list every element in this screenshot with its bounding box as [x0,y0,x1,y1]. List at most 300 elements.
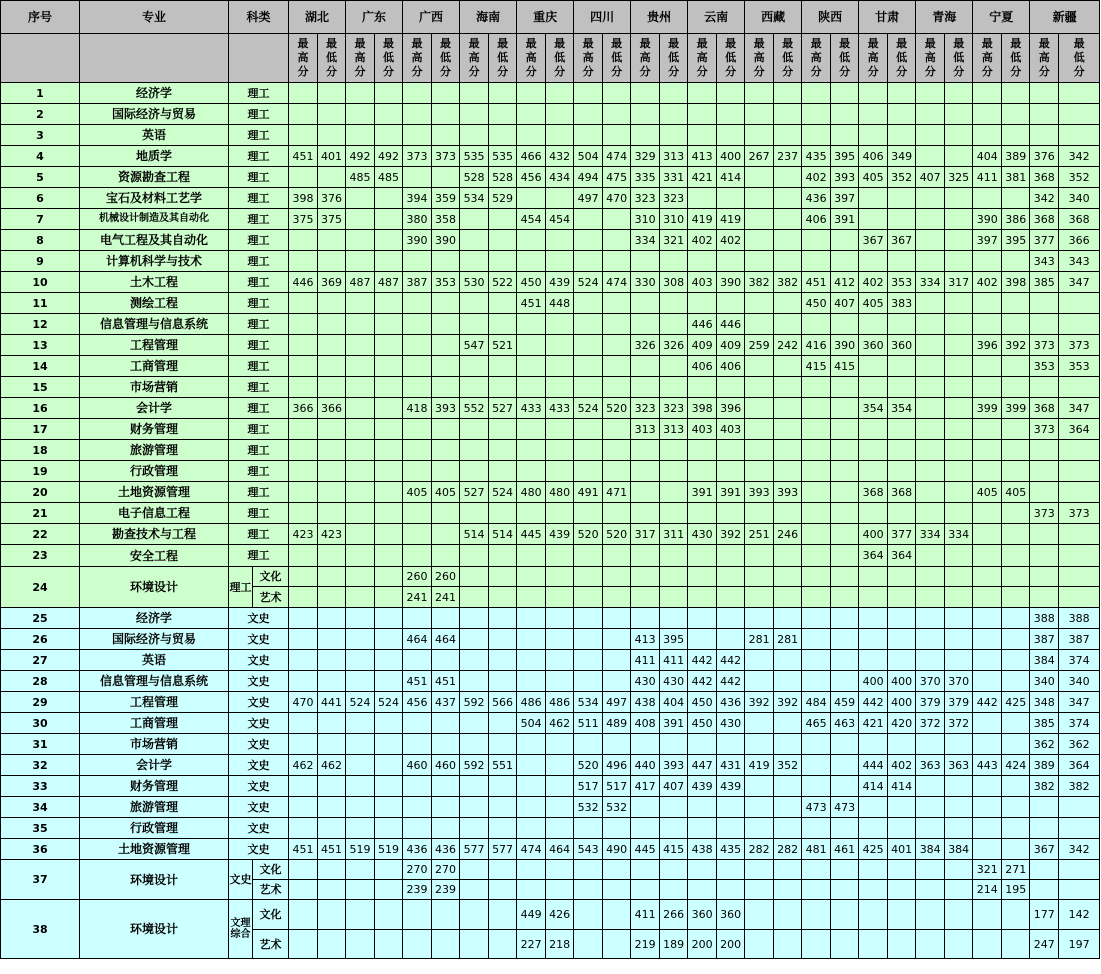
max-score-cell: 466 [517,146,546,167]
min-score-cell [660,567,688,587]
max-score-cell: 446 [688,314,717,335]
min-score-cell: 432 [546,146,574,167]
min-score-cell [603,377,631,398]
min-score-cell [888,83,916,104]
min-score-cell [603,419,631,440]
max-score-cell [517,671,546,692]
max-score-cell [859,818,888,839]
min-score-cell [318,83,346,104]
max-score-cell [517,650,546,671]
min-score-cell [375,125,403,146]
min-score-cell [1002,461,1030,482]
max-score-cell [688,608,717,629]
max-score-cell [1030,104,1059,125]
max-score-cell [289,167,318,188]
max-score-cell [973,608,1002,629]
min-score-cell: 407 [660,776,688,797]
min-score-cell [660,83,688,104]
max-score-cell: 450 [688,713,717,734]
max-score-cell [403,900,432,930]
min-score-cell [831,776,859,797]
max-score-cell [346,900,375,930]
max-score-cell: 334 [631,230,660,251]
max-score-cell [460,713,489,734]
max-score-cell [973,629,1002,650]
min-score-cell [546,567,574,587]
min-score-cell [945,587,973,608]
max-score-cell [916,567,945,587]
max-score-cell [745,860,774,880]
min-score-cell [375,734,403,755]
max-score-cell [460,650,489,671]
max-score-cell: 380 [403,209,432,230]
min-score-cell: 381 [1002,167,1030,188]
min-score-cell [432,440,460,461]
min-score-cell [945,335,973,356]
max-score-cell [859,650,888,671]
max-score-cell [916,900,945,930]
seq-cell: 29 [1,692,80,713]
min-score-header: 最 低 分 [1002,34,1030,83]
max-score-cell [403,545,432,567]
category-cell: 理工 [229,188,289,209]
min-score-cell [1002,818,1030,839]
min-score-cell [375,671,403,692]
max-score-cell [460,419,489,440]
table-row [1,567,1100,587]
max-score-cell [574,230,603,251]
min-score-header: 最 低 分 [489,34,517,83]
major-cell: 经济学 [80,83,229,104]
major-cell: 市场营销 [80,377,229,398]
min-score-cell: 399 [1002,398,1030,419]
max-score-cell [631,356,660,377]
min-score-cell: 389 [1002,146,1030,167]
category-cell: 理工 [229,440,289,461]
min-score-header: 最 低 分 [945,34,973,83]
max-score-cell [973,776,1002,797]
max-score-cell [460,567,489,587]
min-score-cell [945,377,973,398]
max-score-cell: 527 [460,482,489,503]
max-score-cell: 377 [1030,230,1059,251]
major-cell: 会计学 [80,755,229,776]
max-score-cell [802,503,831,524]
min-score-cell: 313 [660,146,688,167]
min-score-cell [888,900,916,930]
min-score-cell [318,734,346,755]
max-score-cell: 406 [688,356,717,377]
min-score-cell [945,293,973,314]
max-score-cell: 511 [574,713,603,734]
min-score-cell [375,900,403,930]
min-score-cell [717,440,745,461]
major-cell: 计算机科学与技术 [80,251,229,272]
min-score-cell [774,930,802,959]
max-score-cell [745,671,774,692]
max-score-cell [346,880,375,900]
min-score-cell [432,776,460,797]
max-score-cell [916,880,945,900]
max-score-cell [346,608,375,629]
table-row [1,629,1100,650]
min-score-cell: 197 [1059,930,1100,959]
min-score-cell [432,167,460,188]
max-score-cell [631,567,660,587]
max-score-cell: 485 [346,167,375,188]
category-cell: 理工 [229,251,289,272]
min-score-cell [774,776,802,797]
max-score-cell [346,755,375,776]
max-score-cell: 239 [403,880,432,900]
min-score-cell [945,776,973,797]
min-score-cell: 353 [432,272,460,293]
max-score-cell: 387 [403,272,432,293]
max-score-cell [802,880,831,900]
max-score-cell [460,860,489,880]
max-score-cell [916,293,945,314]
min-score-cell [318,440,346,461]
max-score-cell [346,188,375,209]
max-score-cell [802,104,831,125]
min-score-header: 最 低 分 [888,34,916,83]
category-cell: 文史 [229,734,289,755]
province-header: 甘肃 [859,1,916,34]
max-score-cell [916,83,945,104]
min-score-cell [831,629,859,650]
max-score-header: 最 高 分 [859,34,888,83]
max-score-cell [289,314,318,335]
max-score-cell [346,461,375,482]
table-row [1,146,1100,167]
max-score-cell [859,608,888,629]
max-score-cell: 552 [460,398,489,419]
max-score-cell [631,880,660,900]
max-score-cell: 260 [403,567,432,587]
max-score-cell [745,377,774,398]
min-score-cell [432,503,460,524]
min-score-cell [774,440,802,461]
max-score-cell: 444 [859,755,888,776]
max-score-cell [745,167,774,188]
min-score-cell [717,125,745,146]
max-score-cell [859,83,888,104]
max-score-cell: 313 [631,419,660,440]
min-score-cell: 352 [774,755,802,776]
max-score-cell [916,608,945,629]
min-score-cell [774,188,802,209]
max-score-cell [574,461,603,482]
max-score-cell [916,440,945,461]
max-score-cell [802,83,831,104]
seq-cell: 35 [1,818,80,839]
seq-cell: 38 [1,900,80,959]
max-score-cell [688,797,717,818]
max-score-cell [460,440,489,461]
min-score-cell [489,314,517,335]
min-score-cell [489,104,517,125]
category-cell: 理工 [229,461,289,482]
min-score-cell [375,776,403,797]
max-score-cell [802,671,831,692]
max-score-cell [403,125,432,146]
max-score-cell [574,650,603,671]
max-score-cell [403,314,432,335]
max-score-cell [403,650,432,671]
max-score-cell [973,545,1002,567]
min-score-cell [831,251,859,272]
max-score-cell: 373 [1030,335,1059,356]
table-row [1,461,1100,482]
max-score-cell: 492 [346,146,375,167]
max-score-cell: 368 [1030,167,1059,188]
max-score-cell: 451 [802,272,831,293]
max-score-cell [460,797,489,818]
min-score-cell: 383 [888,293,916,314]
min-score-cell [489,587,517,608]
max-score-cell [916,650,945,671]
min-score-header: 最 低 分 [1059,34,1100,83]
max-score-cell [460,356,489,377]
seq-cell: 31 [1,734,80,755]
max-score-cell [574,377,603,398]
min-score-cell [945,503,973,524]
min-score-cell: 393 [774,482,802,503]
min-score-cell: 527 [489,398,517,419]
min-score-cell [945,650,973,671]
min-score-cell [774,671,802,692]
min-score-cell [318,461,346,482]
max-score-cell [346,125,375,146]
min-score-cell: 326 [660,335,688,356]
max-score-cell [745,293,774,314]
max-score-cell [517,356,546,377]
min-score-cell [888,503,916,524]
min-score-cell: 364 [1059,419,1100,440]
major-subheader-blank [80,34,229,83]
min-score-cell [1002,734,1030,755]
min-score-cell: 532 [603,797,631,818]
max-score-cell [916,356,945,377]
max-score-cell [973,83,1002,104]
max-score-cell [460,209,489,230]
subcategory-cell: 文化 [253,900,289,930]
min-score-cell [945,880,973,900]
min-score-cell: 464 [432,629,460,650]
min-score-cell [660,377,688,398]
min-score-cell [432,419,460,440]
table-row [1,524,1100,545]
major-cell: 电气工程及其自动化 [80,230,229,251]
max-score-cell [859,188,888,209]
min-score-cell [432,734,460,755]
max-score-cell [346,524,375,545]
min-score-cell [546,860,574,880]
seq-cell: 34 [1,797,80,818]
seq-cell: 5 [1,167,80,188]
min-score-cell [774,587,802,608]
max-score-cell [802,398,831,419]
max-score-cell [859,419,888,440]
min-score-cell [546,650,574,671]
max-score-cell [346,587,375,608]
max-score-cell [289,900,318,930]
min-score-cell [831,524,859,545]
min-score-cell [603,629,631,650]
max-score-cell: 445 [631,839,660,860]
min-score-cell [831,461,859,482]
min-score-cell: 407 [831,293,859,314]
min-score-cell [774,83,802,104]
category-cell: 理工 [229,293,289,314]
min-score-cell: 398 [1002,272,1030,293]
max-score-cell: 241 [403,587,432,608]
min-score-cell: 349 [888,146,916,167]
min-score-cell: 415 [660,839,688,860]
category-header: 科类 [229,1,289,34]
min-score-cell [318,608,346,629]
max-score-cell: 400 [859,671,888,692]
max-score-cell [745,125,774,146]
max-score-cell: 394 [403,188,432,209]
category-cell: 文史 [229,692,289,713]
min-score-cell: 519 [375,839,403,860]
min-score-cell [318,567,346,587]
max-score-cell: 430 [631,671,660,692]
min-score-cell [1059,440,1100,461]
min-score-header: 最 低 分 [660,34,688,83]
min-score-cell [660,125,688,146]
max-score-cell: 390 [973,209,1002,230]
table-row [1,293,1100,314]
max-score-cell [631,314,660,335]
min-score-cell: 395 [660,629,688,650]
max-score-cell [631,125,660,146]
min-score-header: 最 低 分 [774,34,802,83]
min-score-cell [603,671,631,692]
min-score-cell [1002,524,1030,545]
max-score-cell [973,251,1002,272]
min-score-cell [603,356,631,377]
category-cell: 文史 [229,671,289,692]
max-score-cell [403,167,432,188]
max-score-cell: 438 [631,692,660,713]
min-score-cell [375,587,403,608]
min-score-cell [831,818,859,839]
max-score-cell [574,293,603,314]
max-score-cell [460,587,489,608]
category-cell: 理工 [229,398,289,419]
min-score-cell [831,734,859,755]
major-cell: 环境设计 [80,567,229,608]
seq-cell: 15 [1,377,80,398]
province-header: 重庆 [517,1,574,34]
min-score-cell [660,314,688,335]
max-score-cell: 323 [631,188,660,209]
max-score-cell [346,671,375,692]
max-score-cell [289,629,318,650]
min-score-cell [660,734,688,755]
min-score-cell: 459 [831,692,859,713]
min-score-cell [717,251,745,272]
max-score-cell: 416 [802,335,831,356]
table-row [1,83,1100,104]
min-score-cell [603,83,631,104]
max-score-cell: 335 [631,167,660,188]
max-score-cell [289,797,318,818]
seq-cell: 12 [1,314,80,335]
seq-cell: 9 [1,251,80,272]
min-score-cell [888,629,916,650]
max-score-cell: 439 [688,776,717,797]
min-score-cell: 451 [318,839,346,860]
subcategory-cell: 文化 [253,860,289,880]
max-score-cell: 473 [802,797,831,818]
min-score-cell [774,356,802,377]
min-score-cell [546,377,574,398]
min-score-cell: 433 [546,398,574,419]
major-cell: 安全工程 [80,545,229,567]
min-score-cell: 392 [1002,335,1030,356]
seq-cell: 10 [1,272,80,293]
max-score-cell: 456 [517,167,546,188]
max-score-cell [973,125,1002,146]
major-cell: 英语 [80,125,229,146]
max-score-cell [403,461,432,482]
min-score-cell: 393 [432,398,460,419]
min-score-cell: 446 [717,314,745,335]
max-score-cell: 413 [688,146,717,167]
max-score-cell: 402 [802,167,831,188]
max-score-cell: 450 [517,272,546,293]
min-score-cell [489,650,517,671]
seq-cell: 37 [1,860,80,900]
min-score-cell [375,356,403,377]
min-score-cell [546,545,574,567]
min-score-cell [546,608,574,629]
min-score-cell [1002,930,1030,959]
table-row [1,671,1100,692]
min-score-cell: 391 [717,482,745,503]
max-score-cell: 445 [517,524,546,545]
table-row [1,356,1100,377]
max-score-cell: 405 [859,167,888,188]
min-score-cell: 400 [717,146,745,167]
category-cell: 理工 [229,146,289,167]
min-score-cell: 195 [1002,880,1030,900]
min-score-cell: 490 [603,839,631,860]
max-score-cell [916,545,945,567]
max-score-cell [346,440,375,461]
min-score-cell [831,503,859,524]
category-cell: 文史 [229,776,289,797]
max-score-cell [859,930,888,959]
min-score-cell [774,797,802,818]
min-score-cell [375,482,403,503]
min-score-cell [546,734,574,755]
min-score-cell [432,125,460,146]
min-score-cell: 474 [603,146,631,167]
max-score-cell [631,251,660,272]
min-score-cell [1059,545,1100,567]
max-score-cell [745,251,774,272]
province-header: 广东 [346,1,403,34]
max-score-cell: 408 [631,713,660,734]
table-row [1,272,1100,293]
max-score-cell [346,230,375,251]
seq-cell: 22 [1,524,80,545]
max-score-cell: 418 [403,398,432,419]
